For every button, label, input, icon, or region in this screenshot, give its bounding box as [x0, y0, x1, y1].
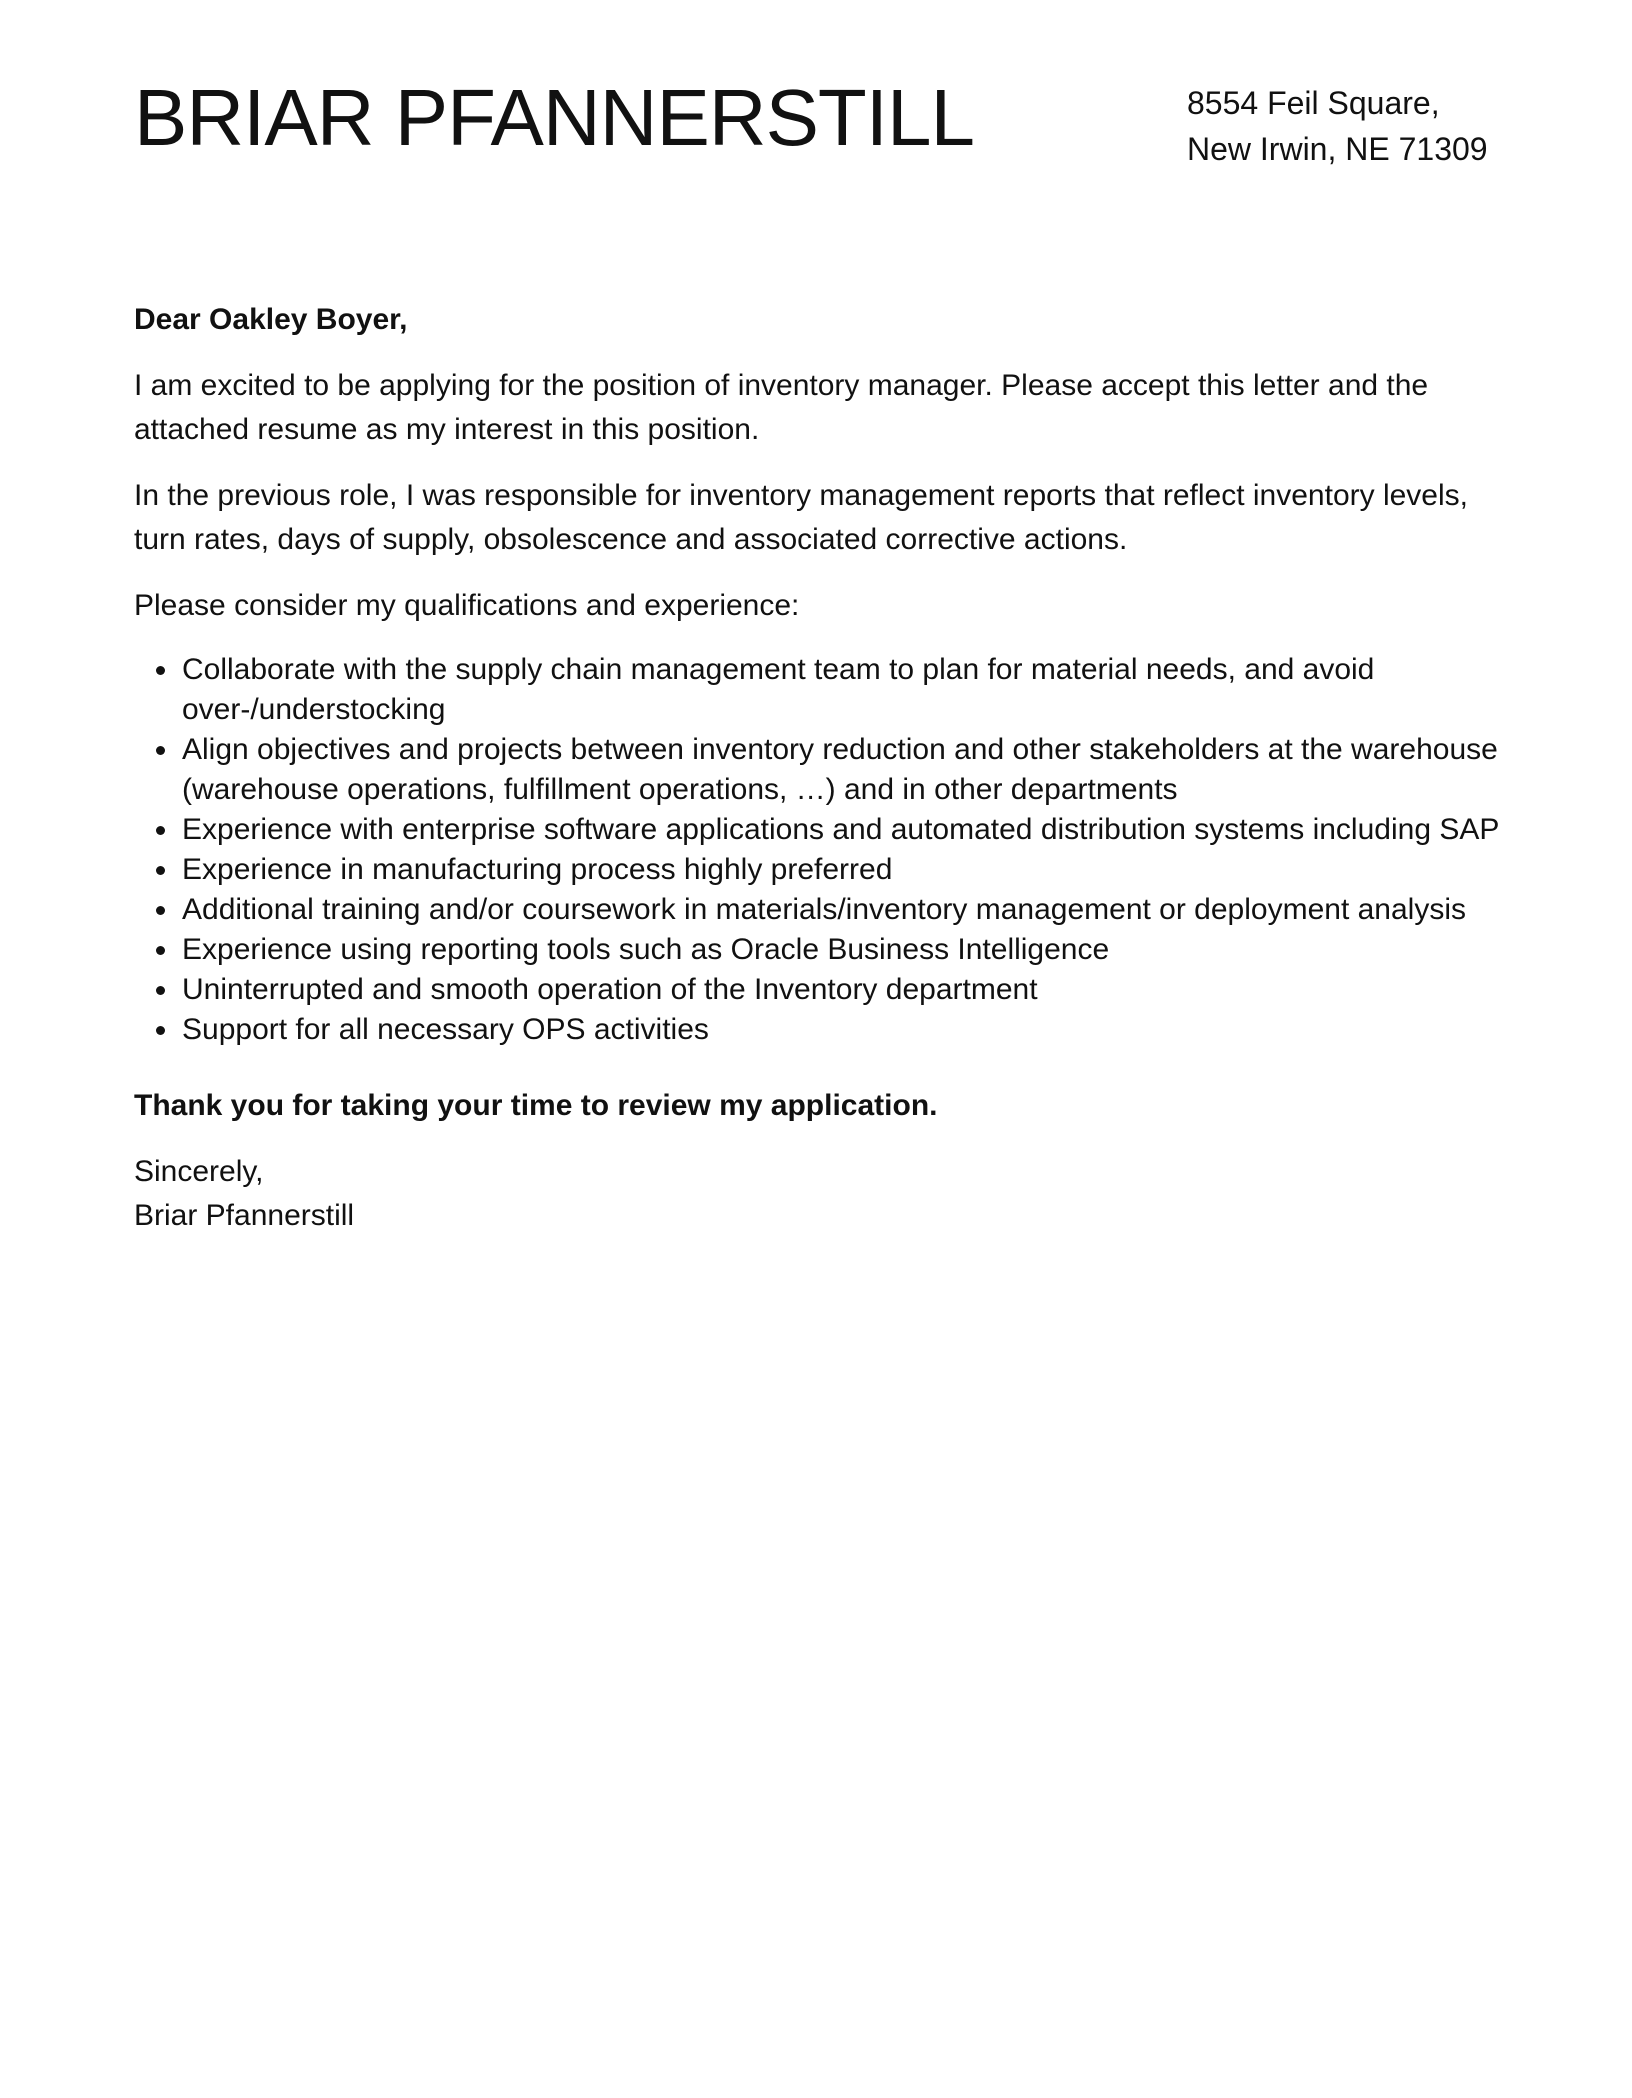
list-item-text: Uninterrupted and smooth operation of the Inventory department [182, 973, 1038, 1006]
list-item [182, 850, 1504, 890]
list-item [182, 930, 1504, 970]
list-item [182, 1010, 1504, 1050]
bullet-icon [156, 906, 165, 915]
list-item [182, 730, 1504, 810]
list-item-text: Experience in manufacturing process highly preferred [182, 853, 893, 886]
list-item-text: Additional training and/or coursework in materials/inventory management or deployment analysis [182, 893, 1466, 926]
bullet-icon [156, 666, 165, 675]
closing-sentence: Thank you for taking your time to review my application. [134, 1089, 938, 1122]
bullet-icon [156, 1026, 165, 1035]
signature-name: Briar Pfannerstill [134, 1199, 355, 1232]
list-item [182, 970, 1504, 1010]
letter-body [134, 298, 1504, 1238]
list-item-text: Experience with enterprise software applications and automated distribution systems including SAP [182, 813, 1500, 846]
bullet-icon [156, 746, 165, 755]
list-item-text: Experience using reporting tools such as Oracle Business Intelligence [182, 933, 1110, 966]
bullet-icon [156, 986, 165, 995]
intro-paragraph: I am excited to be applying for the position of inventory manager. Please accept this letter and the attached resume as my interest in this position. [134, 369, 1429, 446]
applicant-address [1187, 80, 1488, 172]
list-item-text: Support for all necessary OPS activities [182, 1013, 709, 1046]
bullet-icon [156, 946, 165, 955]
list-item [182, 810, 1504, 850]
signoff-block [134, 1150, 1504, 1238]
list-item [182, 650, 1504, 730]
list-item-text: Collaborate with the supply chain management team to plan for material needs, and avoid over-/understocking [182, 653, 1375, 726]
letter-header [134, 70, 1504, 190]
list-item [182, 890, 1504, 930]
qualifications-intro: Please consider my qualifications and experience: [134, 589, 800, 622]
signoff: Sincerely, [134, 1155, 264, 1188]
bullet-icon [156, 866, 165, 875]
experience-paragraph: In the previous role, I was responsible for inventory management reports that reflect inventory levels, turn rates, days of supply, obsolescence and associated corrective actions. [134, 479, 1468, 556]
qualifications-list [134, 650, 1504, 1050]
address-line-2: New Irwin, NE 71309 [1187, 131, 1488, 167]
applicant-name: BRIAR PFANNERSTILL [134, 73, 975, 162]
bullet-icon [156, 826, 165, 835]
list-item-text: Align objectives and projects between inventory reduction and other stakeholders at the warehouse (warehouse operations, fulfillment operations, …) and in other departments [182, 733, 1498, 806]
salutation: Dear Oakley Boyer, [134, 303, 408, 336]
address-line-1: 8554 Feil Square, [1187, 85, 1440, 121]
